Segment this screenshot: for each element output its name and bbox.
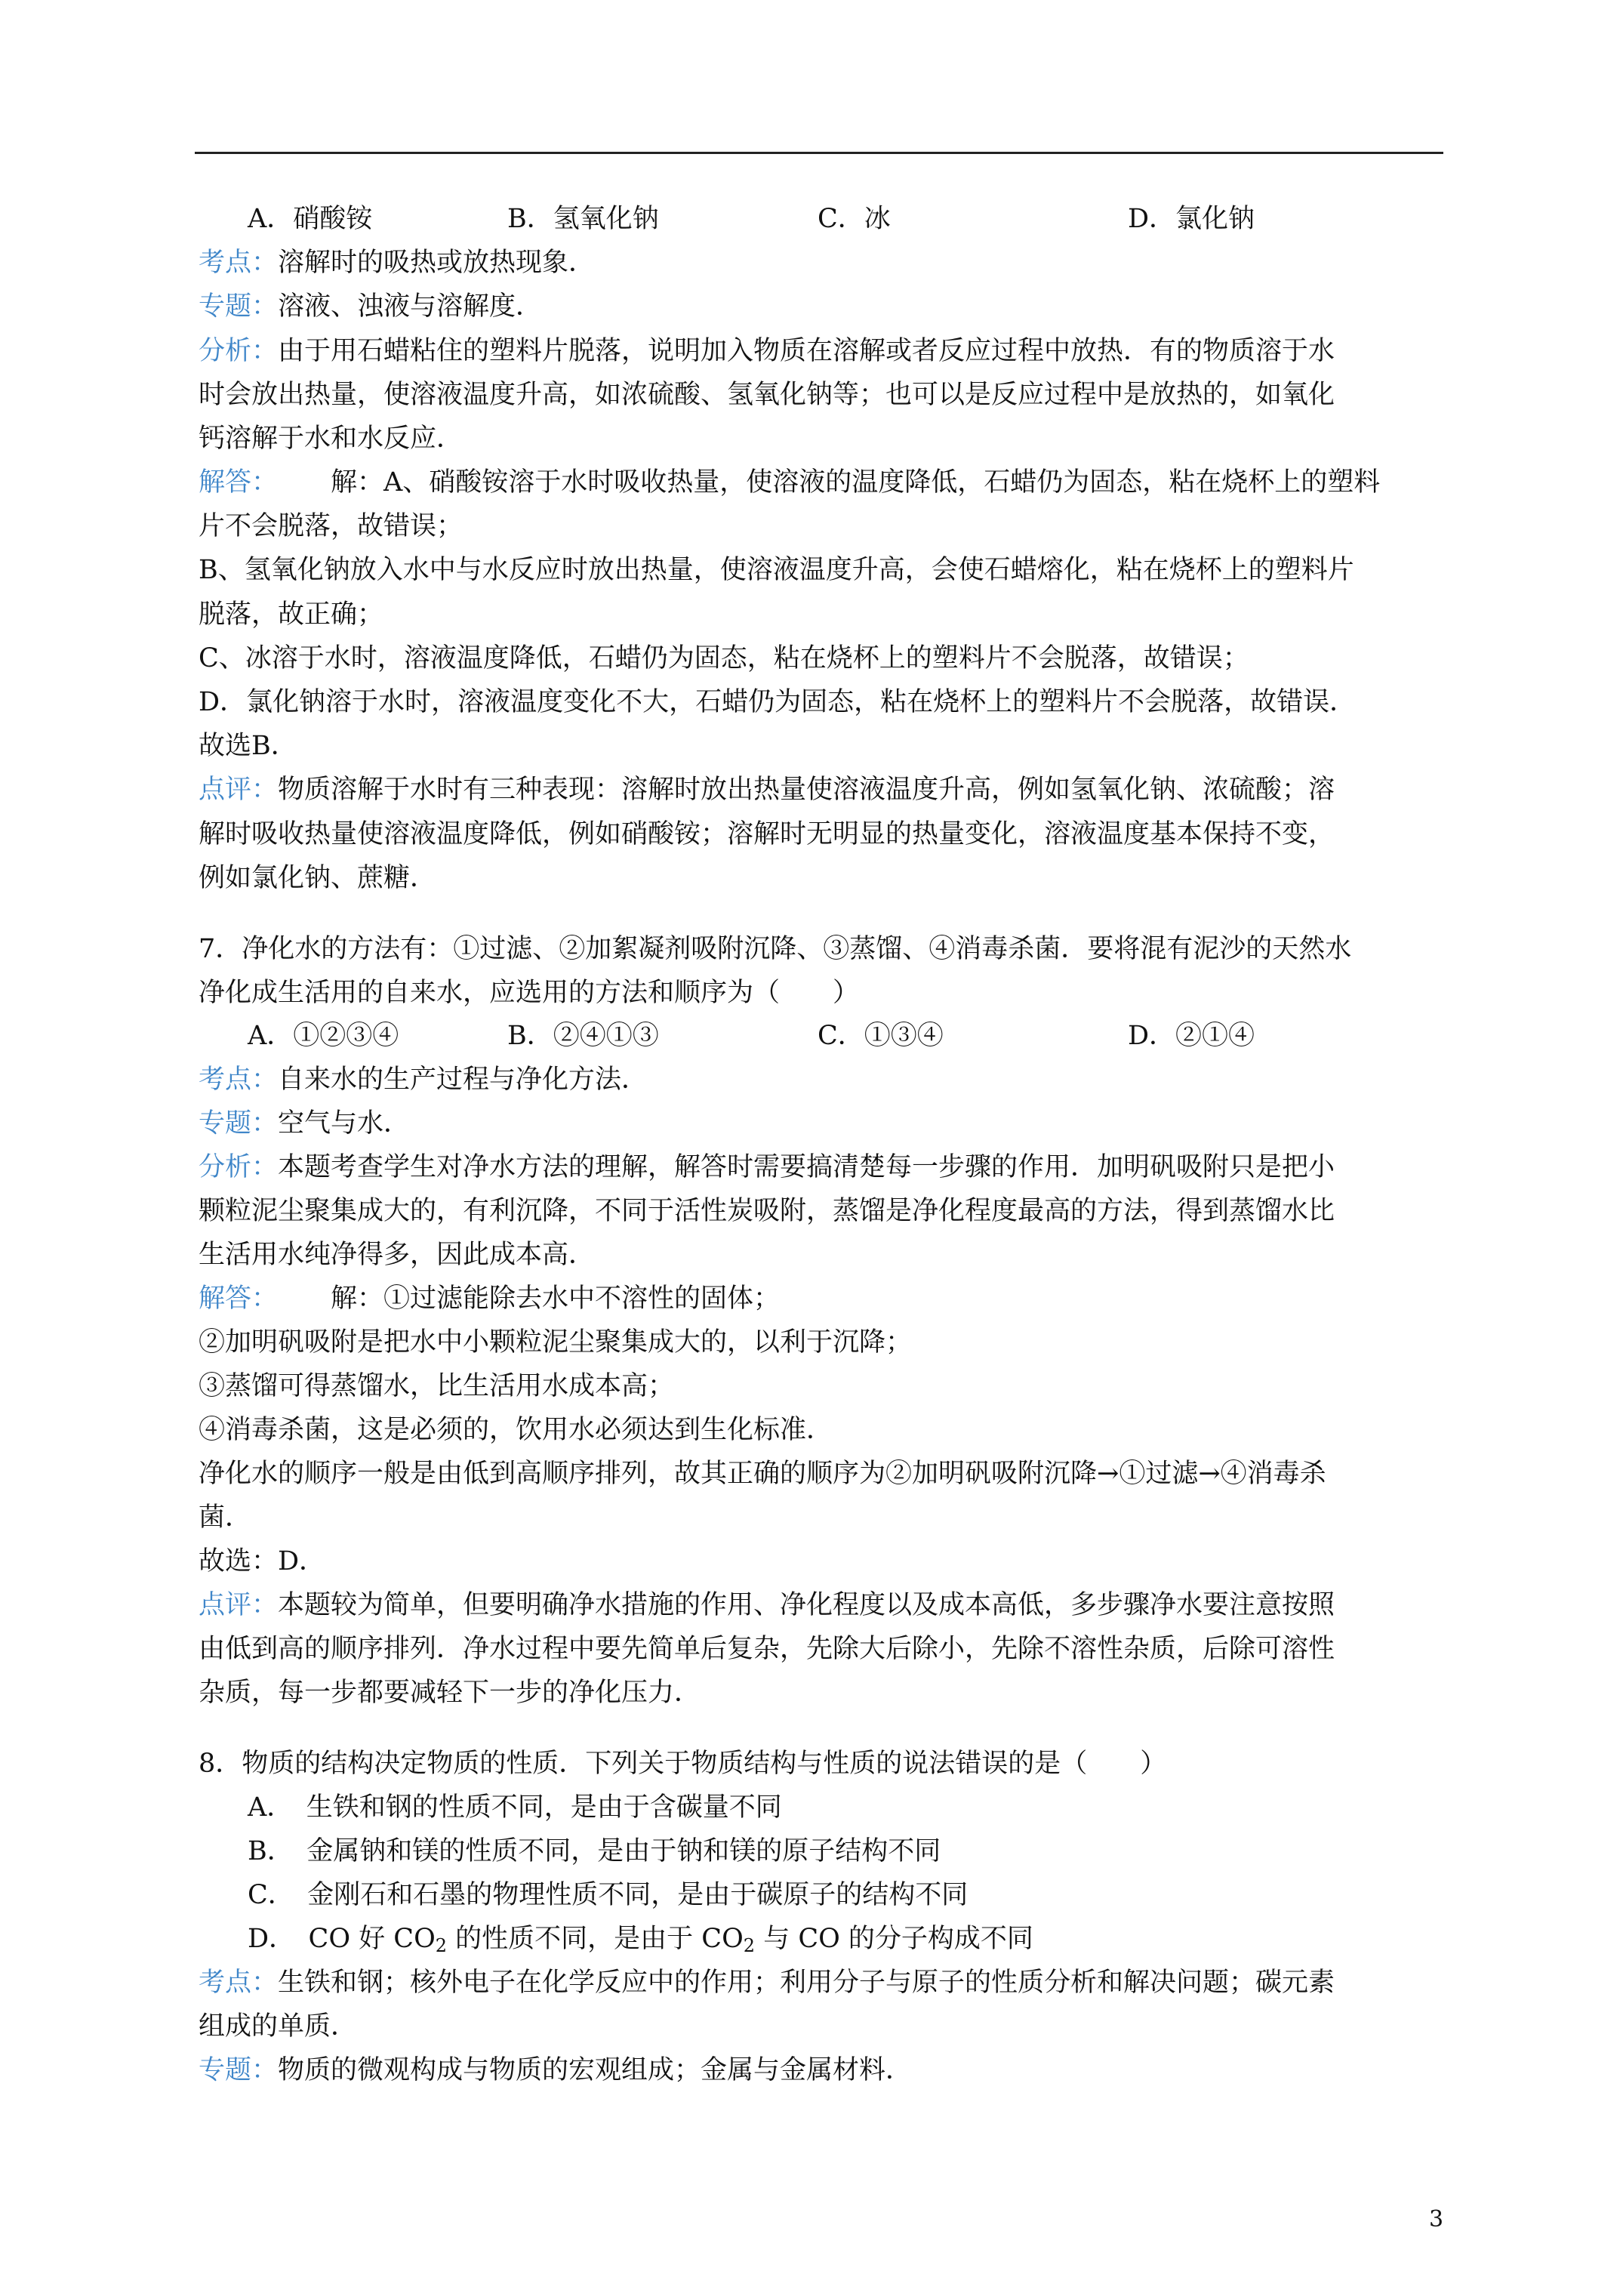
q8-option-a: A． 生铁和钢的性质不同，是由于含碳量不同 [248,1792,782,1823]
q6-fenxi-line-2: 时会放出热量，使溶液温度升高，如浓硫酸、氢氧化钠等；也可以是反应过程中是放热的，如氧化 [199,380,1335,410]
q8-option-c: C． 金刚石和石墨的物理性质不同，是由于碳原子的结构不同 [248,1880,969,1910]
q6-dianping-label: 点评： [199,775,279,805]
q6-jieda-line-2: 片不会脱落，故错误； [199,511,463,541]
q7-dianping-line-2: 由低到高的顺序排列．净水过程中要先简单后复杂，先除大后除小，先除不溶性杂质，后除可溶性 [199,1634,1335,1664]
q7-jieda-line-5: 净化水的顺序一般是由低到高顺序排列，故其正确的顺序为②加明矾吸附沉降→①过滤→④消毒杀 [199,1459,1326,1489]
q6-jieda-line-3: B、氢氧化钠放入水中与水反应时放出热量，使溶液温度升高，会使石蜡熔化，粘在烧杯上的塑料片 [199,555,1354,585]
q6-kaodian [199,244,595,282]
q6-fenxi [199,332,1335,370]
q6-option-a: A．硝酸铵 [248,204,373,234]
q6-jieda [199,464,1380,501]
q7-kaodian-label: 考点： [199,1065,279,1095]
q7-option-d: D．②①④ [1128,1021,1255,1051]
q6-fenxi-line-1: 由于用石蜡粘住的塑料片脱落，说明加入物质在溶解或者反应过程中放热．有的物质溶于水 [278,336,1335,366]
q6-dianping-line-3: 例如氯化钠、蔗糖． [199,863,437,893]
q7-fenxi-line-3: 生活用水纯净得多，因此成本高． [199,1240,596,1270]
q8-kaodian [199,1964,1335,2002]
q6-jieda-line-6: D．氯化钠溶于水时，溶液温度变化不大，石蜡仍为固态，粘在烧杯上的塑料片不会脱落，故错误． [199,687,1357,717]
q8-option-d [248,1920,1033,1965]
q8-kaodian-line-1: 生铁和钢；核外电子在化学反应中的作用；利用分子与原子的性质分析和解决问题；碳元素 [278,1968,1335,1998]
q6-fenxi-label: 分析： [199,336,279,366]
q6-dianping-line-2: 解时吸收热量使溶液温度降低，例如硝酸铵；溶解时无明显的热量变化，溶液温度基本保持不变， [199,819,1335,849]
q7-fenxi-line-1: 本题考查学生对净水方法的理解，解答时需要搞清楚每一步骤的作用．加明矾吸附只是把小 [278,1152,1335,1182]
q6-dianping-line-1: 物质溶解于水时有三种表现：溶解时放出热量使溶液温度升高，例如氢氧化钠、浓硫酸；溶 [278,775,1335,805]
q7-zhuanti-label: 专题： [199,1108,279,1139]
q7-kaodian [199,1061,648,1099]
q6-jieda-line-5: C、冰溶于水时，溶液温度降低，石蜡仍为固态，粘在烧杯上的塑料片不会脱落，故错误； [199,643,1249,673]
q6-fenxi-line-3: 钙溶解于水和水反应． [199,424,463,454]
q7-fenxi-label: 分析： [199,1152,279,1182]
q8-option-d-part-3: 与 CO 的分子构成不同 [755,1924,1033,1954]
q6-zhuanti-label: 专题： [199,291,279,322]
q8-kaodian-line-2: 组成的单质． [199,2011,358,2042]
q8-option-b: B． 金属钠和镁的性质不同，是由于钠和镁的原子结构不同 [248,1836,941,1866]
q6-jieda-line-1: 解：A、硝酸铵溶于水时吸收热量，使溶液的温度降低，石蜡仍为固态，粘在烧杯上的塑料 [331,467,1381,498]
q7-zhuanti [199,1105,410,1142]
q7-zhuanti-text: 空气与水． [278,1108,411,1139]
q7-stem-line-2: 净化成生活用的自来水，应选用的方法和顺序为（ ） [199,978,860,1008]
q8-stem: 8．物质的结构决定物质的性质．下列关于物质结构与性质的说法错误的是（ ） [199,1749,1167,1779]
q7-jieda-line-1: 解：①过滤能除去水中不溶性的固体； [331,1284,781,1314]
q7-jieda-line-7: 故选：D． [199,1546,326,1576]
q6-option-b: B．氢氧化钠 [507,204,659,234]
q8-option-d-sub-1: 2 [435,1935,448,1956]
q6-jieda-line-7: 故选B． [199,731,297,761]
q7-dianping [199,1586,1335,1624]
q7-jieda-line-2: ②加明矾吸附是把水中小颗粒泥尘聚集成大的，以利于沉降； [199,1327,913,1358]
q6-option-c: C．冰 [818,204,891,234]
q7-jieda-label: 解答： [199,1284,279,1314]
q7-kaodian-text: 自来水的生产过程与净化方法． [278,1065,648,1095]
q6-kaodian-label: 考点： [199,248,279,278]
q7-option-a: A．①②③④ [248,1021,399,1051]
q8-kaodian-label: 考点： [199,1968,279,1998]
header-rule [195,152,1443,154]
q8-zhuanti [199,2051,912,2089]
q6-jieda-label: 解答： [199,467,279,498]
page-number: 3 [1429,2206,1444,2233]
q7-option-b: B．②④①③ [507,1021,659,1051]
q7-dianping-line-1: 本题较为简单，但要明确净水措施的作用、净化程度以及成本高低，多步骤净水要注意按照 [278,1590,1335,1620]
q7-stem-line-1: 7．净化水的方法有：①过滤、②加絮凝剂吸附沉降、③蒸馏、④消毒杀菌．要将混有泥沙的天然水 [199,934,1352,964]
q6-option-d: D．氯化钠 [1128,204,1255,234]
q8-option-d-part-2: 的性质不同，是由于 CO [447,1924,744,1954]
q8-zhuanti-label: 专题： [199,2055,279,2085]
q8-option-d-part-1: D． CO 好 CO [248,1924,436,1954]
q6-kaodian-text: 溶解时的吸热或放热现象． [278,248,596,278]
q7-option-c: C．①③④ [818,1021,944,1051]
q6-zhuanti [199,288,542,325]
q6-dianping [199,771,1335,809]
q6-zhuanti-text: 溶液、浊液与溶解度． [278,291,543,322]
q7-jieda-line-4: ④消毒杀菌，这是必须的，饮用水必须达到生化标准． [199,1415,833,1445]
q6-jieda-line-4: 脱落，故正确； [199,599,384,630]
q8-zhuanti-text: 物质的微观构成与物质的宏观组成；金属与金属材料． [278,2055,913,2085]
q7-fenxi [199,1148,1335,1186]
q7-jieda-line-6: 菌． [199,1502,252,1533]
q7-jieda [199,1280,780,1318]
q7-dianping-line-3: 杂质，每一步都要减轻下一步的净化压力． [199,1678,701,1708]
q8-option-d-sub-2: 2 [743,1935,756,1956]
q7-dianping-label: 点评： [199,1590,279,1620]
q7-fenxi-line-2: 颗粒泥尘聚集成大的，有利沉降，不同于活性炭吸附，蒸馏是净化程度最高的方法，得到蒸馏水比 [199,1196,1335,1226]
q7-jieda-line-3: ③蒸馏可得蒸馏水，比生活用水成本高； [199,1371,675,1401]
